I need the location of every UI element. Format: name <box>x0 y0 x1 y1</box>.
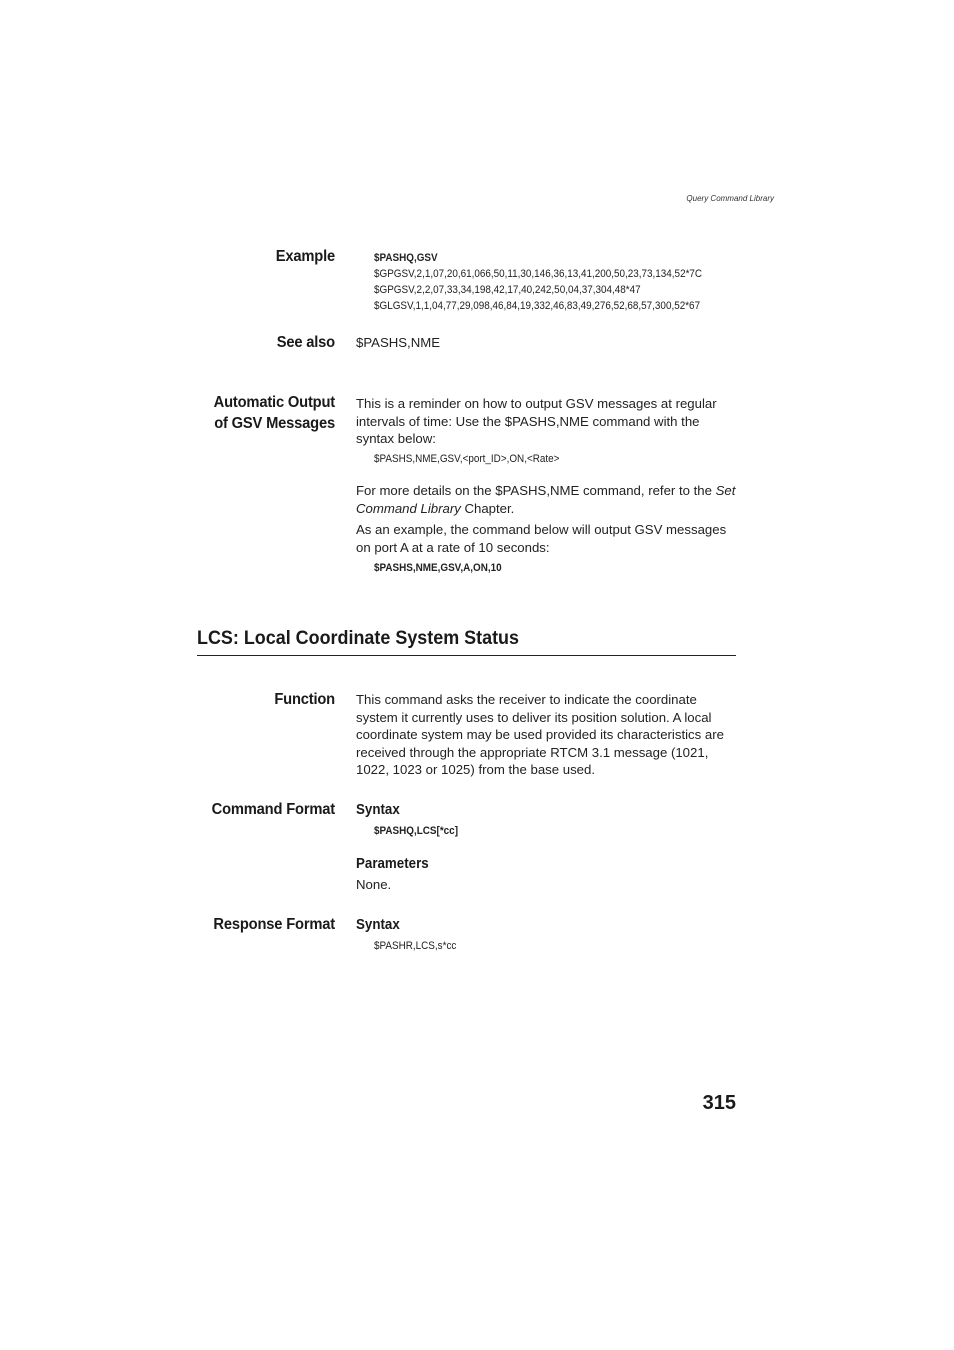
example-command: $PASHQ,GSV <box>374 252 438 264</box>
command-syntax-heading: Syntax <box>356 802 400 818</box>
see-also-value: $PASHS,NME <box>356 335 441 350</box>
response-syntax: $PASHR,LCS,s*cc <box>374 940 457 952</box>
example-label: Example <box>275 248 335 265</box>
running-head: Query Command Library <box>686 194 774 203</box>
details-italic-reference: Set Command Library <box>356 483 736 516</box>
example-response-line: $GPGSV,2,1,07,20,61,066,50,11,30,146,36,13,41,200,50,23,73,134,52*7C <box>374 268 703 280</box>
parameters-heading: Parameters <box>356 856 429 872</box>
automatic-output-example-command: $PASHS,NME,GSV,A,ON,10 <box>374 562 502 574</box>
automatic-output-intro: This is a reminder on how to output GSV messages at regular intervals of time: Use the $PASHS,NME command with the syntax below: <box>356 396 717 447</box>
function-label: Function <box>274 691 335 708</box>
automatic-output-label-line: Automatic Output <box>213 394 335 411</box>
section-title: LCS: Local Coordinate System Status <box>197 627 519 649</box>
parameters-text: None. <box>356 877 392 892</box>
example-response-line: $GLGSV,1,1,04,77,29,098,46,84,19,332,46,83,49,276,52,68,57,300,52*67 <box>374 300 701 312</box>
automatic-output-example-text: As an example, the command below will output GSV messages on port A at a rate of 10 seconds: <box>356 522 727 555</box>
command-syntax: $PASHQ,LCS[*cc] <box>374 825 458 837</box>
automatic-output-label-line: of GSV Messages <box>214 415 335 432</box>
details-text: For more details on the $PASHS,NME command, refer to the <box>356 483 716 498</box>
function-text: This command asks the receiver to indicate the coordinate system it currently uses to deliver its position solution. A local coordinate system may be used provided its characteristics are received through the appropriate RTCM 3.1 message (1021, 1022, 1023 or 1025) from the base used. <box>356 692 724 778</box>
see-also-label: See also <box>276 334 335 351</box>
response-format-label: Response Format <box>213 916 335 933</box>
automatic-output-details <box>356 482 738 517</box>
details-text: Chapter. <box>460 500 515 516</box>
page-number: 315 <box>702 1092 736 1114</box>
response-syntax-heading: Syntax <box>356 917 400 933</box>
section-divider <box>197 655 736 656</box>
automatic-output-label <box>207 392 335 434</box>
example-response-line: $GPGSV,2,2,07,33,34,198,42,17,40,242,50,04,37,304,48*47 <box>374 284 641 296</box>
automatic-output-syntax: $PASHS,NME,GSV,<port_ID>,ON,<Rate> <box>374 453 560 465</box>
command-format-label: Command Format <box>211 801 335 818</box>
